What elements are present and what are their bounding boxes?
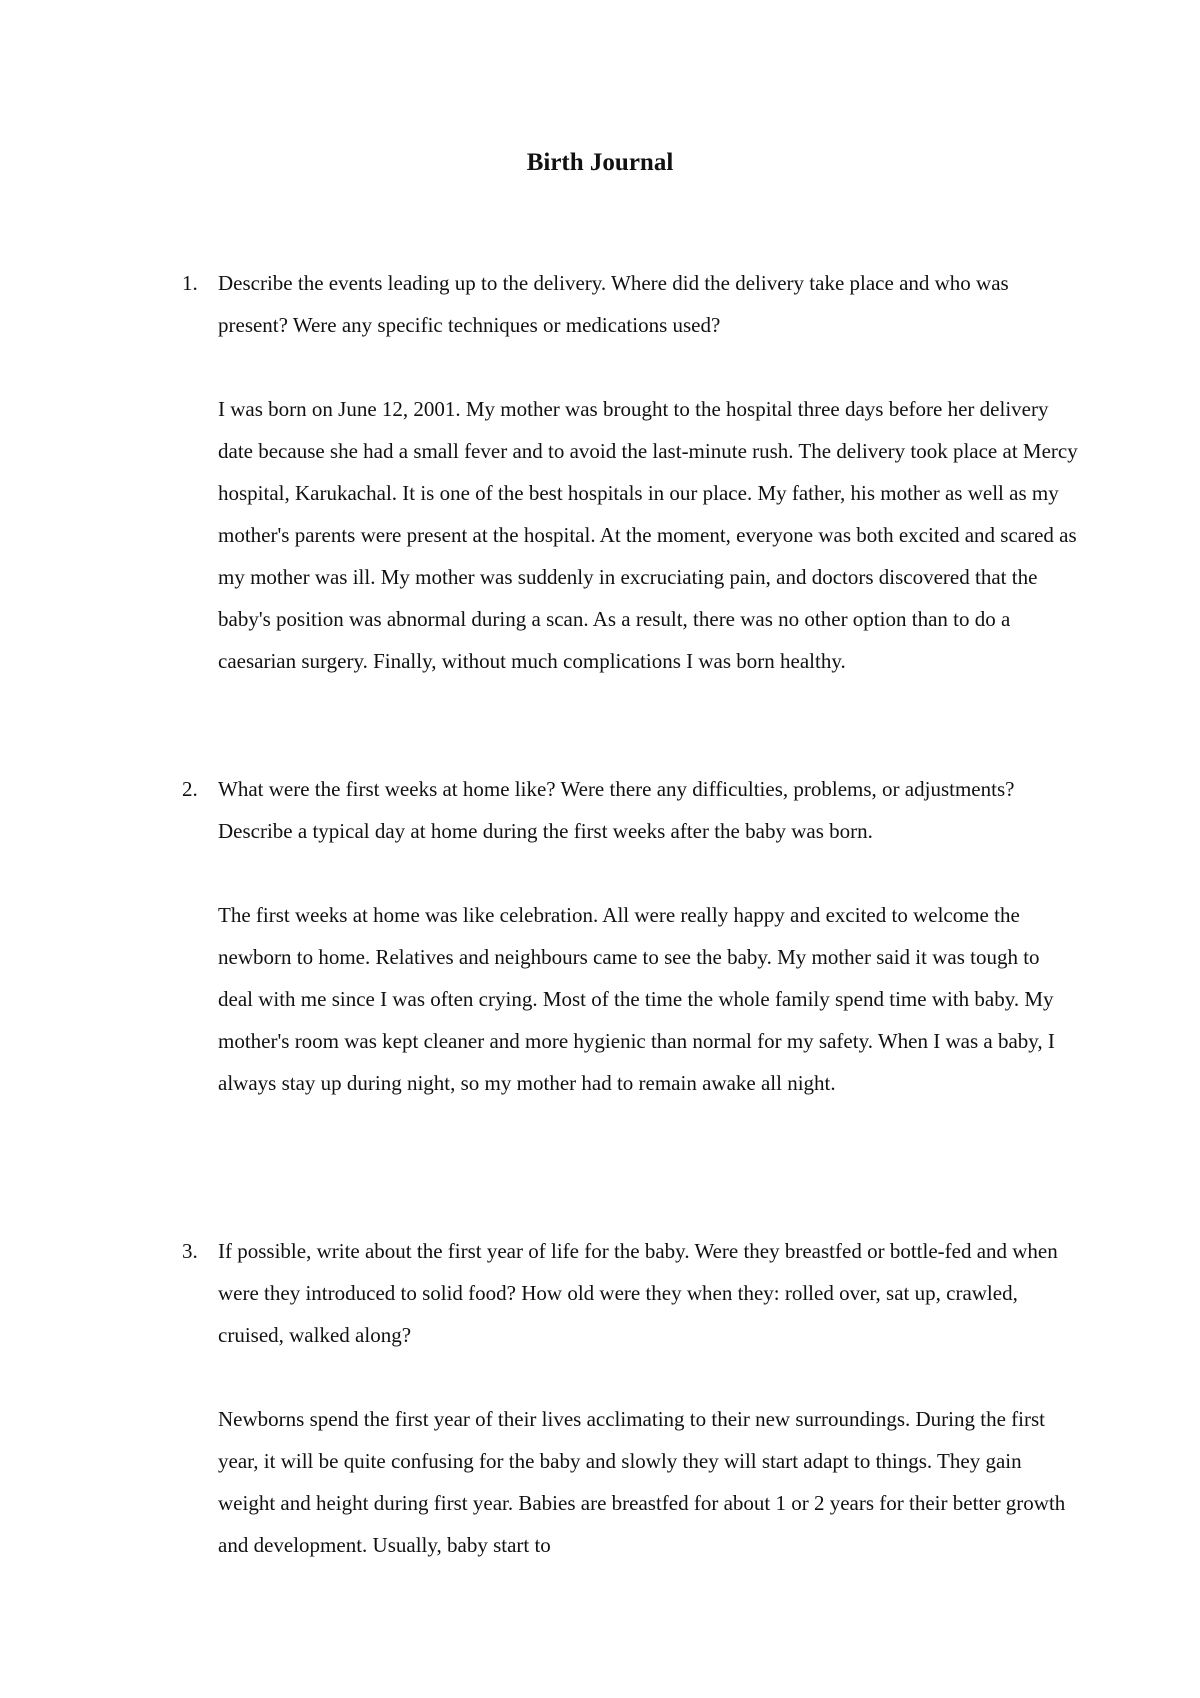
page-title: Birth Journal (526, 149, 674, 176)
answer-text: The first weeks at home was like celebration. All were really happy and excited to welcome the newborn to home. Relatives and neighbours came to see the baby. My mother said it was tough to deal with me since I was often crying. Most of the time the whole family spend time with baby. My mother's room was kept cleaner and more hygienic than normal for my safety. When I was a baby, I always stay up during night, so my mother had to remain awake all night. (218, 903, 1055, 1095)
item-number: 3. (182, 1239, 198, 1263)
answer-text: I was born on June 12, 2001. My mother was brought to the hospital three days before her delivery date because she had a small fever and to avoid the last-minute rush. The delivery took place at Mercy hospital, Karukachal. It is one of the best hospitals in our place. My father, his mother as well as my mother's parents were present at the hospital. At the moment, everyone was both excited and scared as my mother was ill. My mother was suddenly in excruciating pain, and doctors discovered that the baby's position was abnormal during a scan. As a result, there was no other option than to do a caesarian surgery. Finally, without much complications I was born healthy. (218, 397, 1078, 673)
question-text: If possible, write about the first year of life for the baby. Were they breastfed or bottle-fed and when were they introduced to solid food? How old were they when they: rolled over, sat up, crawled, cruised, walked along? (218, 1239, 1058, 1347)
question-text: Describe the events leading up to the delivery. Where did the delivery take place and who was present? Were any specific techniques or medications used? (218, 271, 1009, 337)
item-number: 2. (182, 777, 198, 801)
question-text: What were the first weeks at home like? Were there any difficulties, problems, or adjustments? Describe a typical day at home during the first weeks after the baby was born. (218, 777, 1015, 843)
journal-item-1 (182, 262, 1078, 682)
item-number: 1. (182, 271, 198, 295)
journal-item-3 (182, 1230, 1078, 1566)
journal-item-2 (182, 768, 1078, 1104)
answer-text: Newborns spend the first year of their lives acclimating to their new surroundings. During the first year, it will be quite confusing for the baby and slowly they will start adapt to things. They gain weight and height during first year. Babies are breastfed for about 1 or 2 years for their better growth and development. Usually, baby start to (218, 1407, 1066, 1557)
